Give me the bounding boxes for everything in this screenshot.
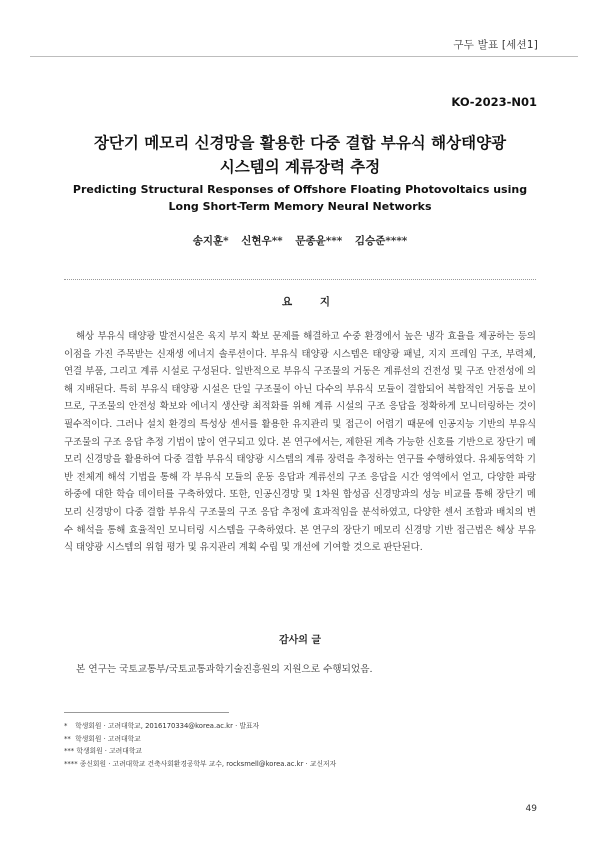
footnote-mark: *: [64, 722, 68, 730]
footnote-divider: [64, 712, 229, 713]
acknowledgement-heading: 감사의 글: [278, 635, 322, 646]
korean-title-line-2: 시스템의 계류장력 추정: [219, 158, 381, 176]
footnote-mark: **: [64, 734, 71, 743]
author-3: 문종윤***: [295, 235, 343, 247]
paper-code: KO-2023-N01: [451, 95, 537, 109]
abstract-body: 해상 부유식 태양광 발전시설은 육지 부지 확보 문제를 해결하고 수중 환경에서 높은 냉각 효율을 제공하는 등의 이점을 가진 주목받는 신재생 에너지 솔루션이다. 부유식 태양광 시스템은 태양광 패널, 지지 프레임 구조, 부력체, 연결 부품, 그리고 계류 시설로 구성된다. 일반적으로 부유식 구조물의 거동은 계류선의 건전성 및 구조 안전성에 의해 지배된다. 특히 부유식 태양광 시설은 단일 구조물이 아닌 다수의 부유식 모듈이 결합되어 복합적인 거동을 보이므로, 구조물의 안전성 확보와 에너지 생산량 최적화를 위해 계류 시설의 구조 응답을 정확하게 모니터링하는 것이 필수적이다. 그러나 설치 환경의 특성상 센서를 활용한 유지관리 및 접근이 어렵기 때문에 인공지능 기반의 부유식 구조물의 구조 응답 추정 기법이 많이 연구되고 있다. 본 연구에서는, 제한된 계측 가능한 신호를 기반으로 장단기 메모리 신경망을 활용하여 다중 결합 부유식 태양광 시스템의 계류 장력을 추정하는 연구를 수행하였다. 유체동역학 기반 전체계 해석 기법을 통해 각 부유식 모듈의 운동 응답과 계류선의 구조 응답을 시간 영역에서 얻고, 다양한 파랑 하중에 대한 학습 데이터를 구축하였다. 또한, 인공신경망 및 1차원 합성곱 신경망과의 성능 비교를 통해 장단기 메모리 신경망이 다중 결합 부유식 구조물의 구조 응답 추정에 효과적임을 분석하였고, 다양한 센서 조합과 배치의 변수 해석을 통해 효율적인 모니터링 시스템을 구축하였다. 본 연구의 장단기 메모리 신경망 기반 접근법은 해상 부유식 태양광 시스템의 위험 평가 및 유지관리 계획 수립 및 개선에 기여할 것으로 판단된다.: [64, 331, 536, 554]
footnote-2: [64, 733, 534, 746]
korean-title-line-1: 장단기 메모리 신경망을 활용한 다중 결합 부유식 해상태양광: [93, 134, 507, 152]
page-number: 49: [525, 804, 537, 814]
footnote-text: 학생회원 · 고려대학교: [76, 747, 142, 756]
author-list: [60, 233, 540, 248]
footnotes: [64, 720, 534, 770]
footnote-4: [64, 758, 534, 771]
author-1: 송지훈*: [192, 235, 229, 247]
abstract-heading: 요 지: [282, 296, 342, 308]
korean-title: [60, 131, 540, 179]
acknowledgement-body: 본 연구는 국토교통부/국토교통과학기술진흥원의 지원으로 수행되었음.: [76, 664, 373, 675]
footnote-text: 학생회원 · 고려대학교: [75, 734, 141, 743]
header-divider: [30, 56, 578, 57]
english-title: [60, 181, 540, 215]
session-label: 구두 발표 [세션1]: [453, 39, 538, 51]
footnote-text: 종신회원 · 고려대학교 건축사회환경공학부 교수, rocksmell@korea.ac.kr · 교신저자: [79, 759, 337, 768]
footnote-text: 학생회원 · 고려대학교, 2016170334@korea.ac.kr · 발표자: [75, 722, 260, 730]
english-title-line-2: Long Short-Term Memory Neural Networks: [168, 200, 432, 213]
author-2: 신현우**: [241, 235, 283, 247]
section-divider: [64, 279, 536, 280]
footnote-mark: ****: [64, 759, 78, 768]
author-4: 김승준****: [354, 235, 408, 247]
english-title-line-1: Predicting Structural Responses of Offshore Floating Photovoltaics using: [72, 183, 528, 196]
footnote-mark: ***: [64, 747, 75, 756]
footnote-3: [64, 745, 534, 758]
footnote-1: [64, 720, 534, 733]
